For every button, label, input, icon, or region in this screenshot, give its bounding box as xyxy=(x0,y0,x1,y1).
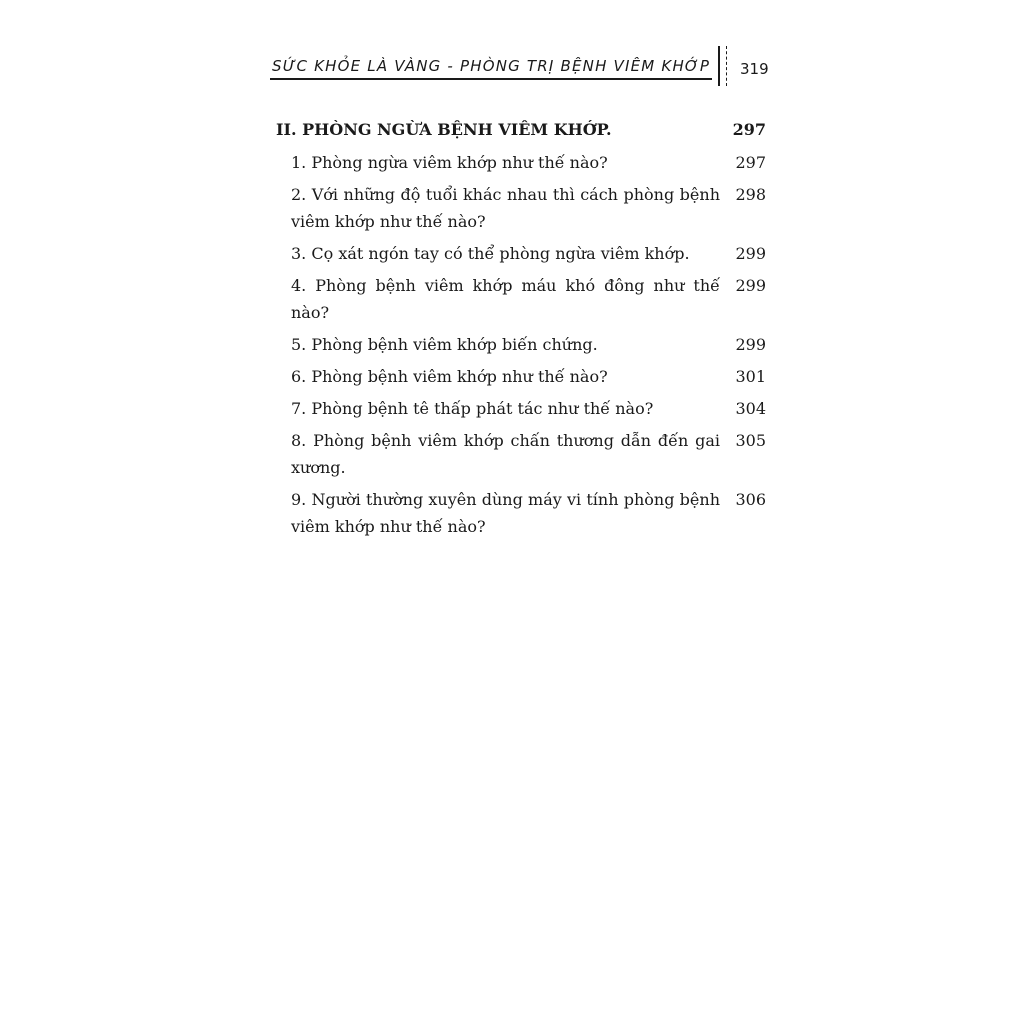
toc-item-page: 299 xyxy=(735,276,766,295)
table-of-contents xyxy=(276,116,766,545)
toc-item-8 xyxy=(276,427,766,481)
toc-item-page: 297 xyxy=(735,153,766,172)
running-title: SỨC KHỎE LÀ VÀNG - PHÒNG TRỊ BỆNH VIÊM KHỚP xyxy=(272,57,711,75)
toc-item-page: 305 xyxy=(735,431,766,450)
toc-item-4 xyxy=(276,272,766,326)
toc-section-heading xyxy=(276,116,766,143)
toc-item-title: 8. Phòng bệnh viêm khớp chấn thương dẫn đến gai xương. xyxy=(291,431,720,477)
toc-item-7 xyxy=(276,395,766,422)
page-number: 319 xyxy=(740,60,769,78)
running-header xyxy=(270,52,712,80)
toc-item-page: 306 xyxy=(735,490,766,509)
toc-item-title: 4. Phòng bệnh viêm khớp máu khó đông như thế nào? xyxy=(291,276,720,322)
toc-item-page: 299 xyxy=(735,335,766,354)
toc-item-title: 5. Phòng bệnh viêm khớp biến chứng. xyxy=(291,335,598,354)
toc-item-9 xyxy=(276,486,766,540)
toc-item-6 xyxy=(276,363,766,390)
toc-item-page: 299 xyxy=(735,244,766,263)
toc-section-page: 297 xyxy=(732,120,766,139)
header-divider xyxy=(718,46,727,86)
toc-item-page: 301 xyxy=(735,367,766,386)
toc-item-5 xyxy=(276,331,766,358)
toc-item-title: 7. Phòng bệnh tê thấp phát tác như thế nào? xyxy=(291,399,654,418)
toc-item-title: 3. Cọ xát ngón tay có thể phòng ngừa viêm khớp. xyxy=(291,244,690,263)
toc-item-1 xyxy=(276,149,766,176)
toc-item-title: 1. Phòng ngừa viêm khớp như thế nào? xyxy=(291,153,608,172)
toc-item-3 xyxy=(276,240,766,267)
toc-item-page: 298 xyxy=(735,185,766,204)
toc-item-title: 6. Phòng bệnh viêm khớp như thế nào? xyxy=(291,367,608,386)
toc-item-title: 9. Người thường xuyên dùng máy vi tính phòng bệnh viêm khớp như thế nào? xyxy=(291,490,720,536)
toc-item-2 xyxy=(276,181,766,235)
toc-item-page: 304 xyxy=(735,399,766,418)
toc-section-title: II. PHÒNG NGỪA BỆNH VIÊM KHỚP. xyxy=(276,120,612,139)
toc-item-title: 2. Với những độ tuổi khác nhau thì cách phòng bệnh viêm khớp như thế nào? xyxy=(291,185,720,231)
